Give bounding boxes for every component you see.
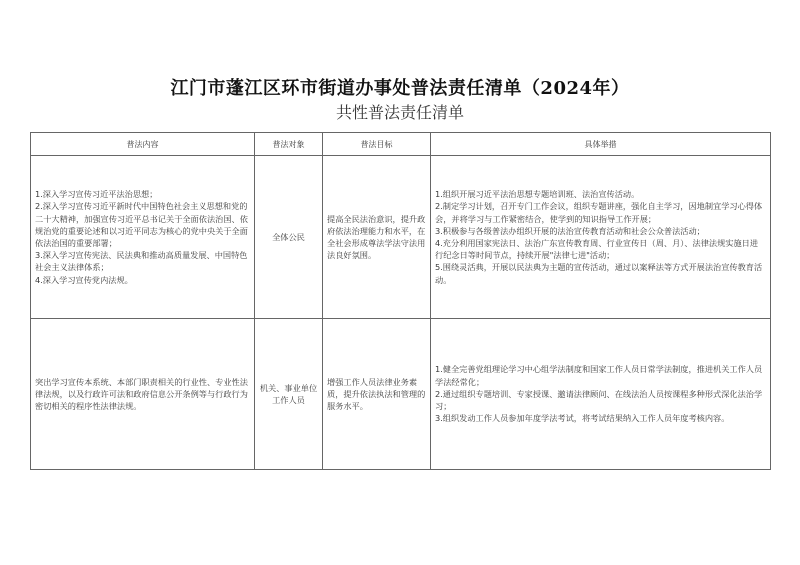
- content-item: 1.深入学习宣传习近平法治思想；: [35, 189, 158, 200]
- content-item: 2.深入学习宣传习近平新时代中国特色社会主义思想和党的二十大精神，加强宣传习近平总书记关于全面依法治国、依规治党的重要论述和以习近平同志为核心的党中央关于全面依法治国的重要部署；: [35, 201, 248, 248]
- table-header-row: [31, 133, 771, 156]
- measure-item: 1.组织开展习近平法治思想专题培训班、法治宣传活动。: [435, 189, 640, 200]
- cell-content: [31, 319, 255, 470]
- content-item: 3.深入学习宣传宪法、民法典和推动高质量发展、中国特色社会主义法律体系；: [35, 250, 248, 273]
- measure-item: 4.充分利用国家宪法日、法治广东宣传教育周、行业宣传日（周、月）、法律法规实施日进行纪念日等时间节点，持续开展"法律七进"活动；: [435, 238, 759, 261]
- content-item: 突出学习宣传本系统、本部门职责相关的行业性、专业性法律法规，以及行政许可法和政府信息公开条例等与行政行为密切相关的程序性法律法规。: [35, 376, 248, 412]
- header-target: 普法对象: [255, 133, 323, 156]
- cell-measures: [431, 319, 771, 470]
- cell-goal: 增强工作人员法律业务素质，提升依法执法和管理的服务水平。: [323, 319, 431, 470]
- measure-item: 2.通过组织专题培训、专家授课、邀请法律顾问、在线法治人员按课程多种形式深化法治学习；: [435, 388, 763, 412]
- document-subtitle: 共性普法责任清单: [335, 103, 464, 122]
- cell-target: 机关、事业单位工作人员: [255, 319, 323, 470]
- measure-item: 1.健全完善党组理论学习中心组学法制度和国家工作人员日常学法制度，推进机关工作人员学法经常化；: [435, 364, 763, 387]
- cell-target: 全体公民: [255, 156, 323, 319]
- header-content: 普法内容: [31, 133, 255, 156]
- measure-item: 3.积极参与各级普法办组织开展的法治宣传教育活动和社会公众普法活动；: [435, 225, 705, 236]
- header-goal: 普法目标: [323, 133, 431, 156]
- header-measures: 具体举措: [431, 133, 771, 156]
- measure-item: 5.围绕灵活典，开展以民法典为主题的宣传活动，通过以案释法等方式开展法治宣传教育活动。: [435, 262, 763, 285]
- table-row: [31, 319, 771, 470]
- cell-measures: [431, 156, 771, 319]
- table-row: [31, 156, 771, 319]
- cell-goal: 提高全民法治意识，提升政府依法治理能力和水平，在全社会形成尊法学法守法用法良好氛围。: [323, 156, 431, 319]
- cell-content: [31, 156, 255, 319]
- measure-item: 3.组织发动工作人员参加年度学法考试，将考试结果纳入工作人员年度考核内容。: [435, 413, 730, 424]
- responsibility-table: [30, 132, 771, 470]
- document-title: 江门市蓬江区环市街道办事处普法责任清单（2024年）: [170, 78, 630, 99]
- measure-item: 2.制定学习计划，召开专门工作会议，组织专题讲座，强化自主学习，因地制宜学习心得体会，并将学习与工作紧密结合，使学到的知识指导工作开展；: [435, 201, 763, 224]
- content-item: 4.深入学习宣传党内法规。: [35, 274, 133, 285]
